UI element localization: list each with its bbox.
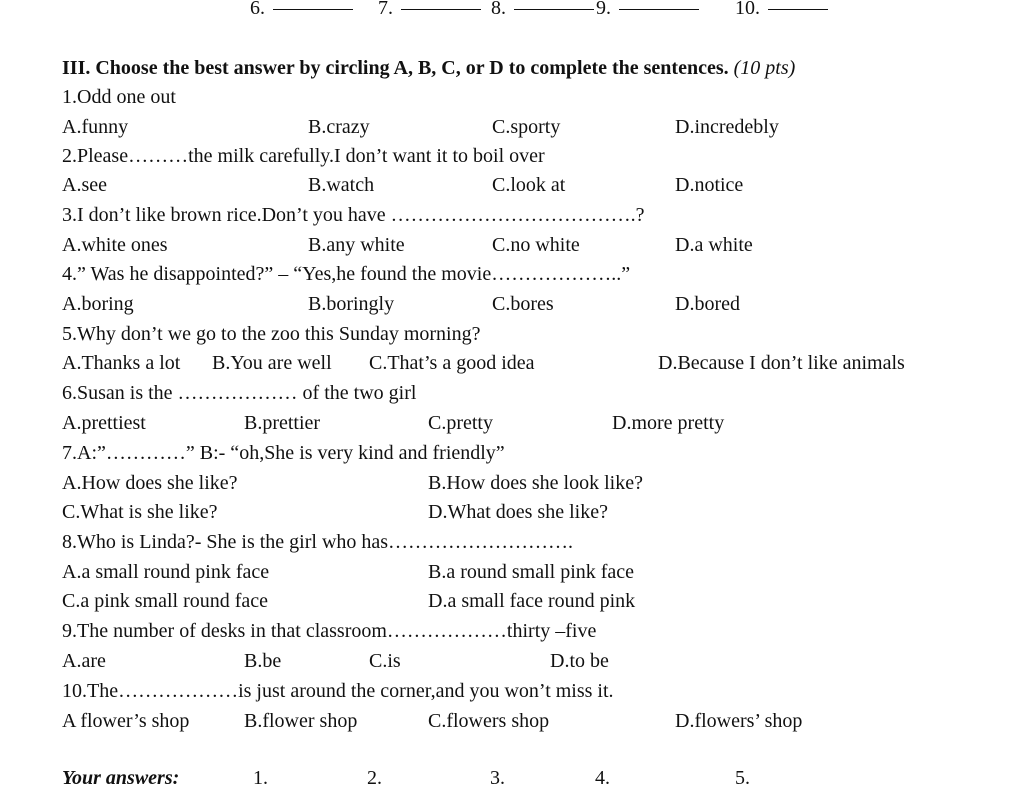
q6-option-d[interactable]: D.more pretty [612,412,725,434]
q9-option-a[interactable]: A.are [62,650,106,672]
q10-option-c[interactable]: C.flowers shop [428,710,550,732]
q10-option-a[interactable]: A flower’s shop [62,710,190,732]
q6-option-c[interactable]: C.pretty [428,412,493,434]
question-8: 8.Who is Linda?- She is the girl who has………………………. [62,531,574,553]
q9-option-c[interactable]: C.is [369,650,401,672]
blank-10: 10. [735,0,828,18]
answer-3: 3. [490,767,505,789]
q9-option-b[interactable]: B.be [244,650,282,672]
question-2: 2.Please………the milk carefully.I don’t want it to boil over [62,145,545,167]
section-title: III. Choose the best answer by circling A, B, C, or D to complete the sentences. (10 pts) [62,57,796,79]
q2-option-d[interactable]: D.notice [675,174,744,196]
q2-option-a[interactable]: A.see [62,174,107,196]
q3-option-a[interactable]: A.white ones [62,234,168,256]
blank-7: 7. [378,0,481,18]
your-answers-label: Your answers: [62,767,180,789]
q8-option-c[interactable]: C.a pink small round face [62,590,269,612]
blank-6: 6. [250,0,353,18]
answer-1: 1. [253,767,268,789]
q1-option-c[interactable]: C.sporty [492,116,561,138]
q7-option-b[interactable]: B.How does she look like? [428,472,643,494]
q2-option-b[interactable]: B.watch [308,174,375,196]
q5-option-d[interactable]: D.Because I don’t like animals [658,352,905,374]
question-9: 9.The number of desks in that classroom………………thirty –five [62,620,597,642]
question-1: 1.Odd one out [62,86,176,108]
question-7: 7.A:”…………” B:- “oh,She is very kind and friendly” [62,442,505,464]
q5-option-b[interactable]: B.You are well [212,352,332,374]
q6-option-a[interactable]: A.prettiest [62,412,146,434]
question-4: 4.” Was he disappointed?” – “Yes,he found the movie………………..” [62,263,631,285]
q9-option-d[interactable]: D.to be [550,650,609,672]
q5-option-a[interactable]: A.Thanks a lot [62,352,181,374]
q7-option-a[interactable]: A.How does she like? [62,472,238,494]
answer-5: 5. [735,767,750,789]
question-5: 5.Why don’t we go to the zoo this Sunday morning? [62,323,481,345]
q8-option-a[interactable]: A.a small round pink face [62,561,270,583]
q7-option-d[interactable]: D.What does she like? [428,501,608,523]
q3-option-d[interactable]: D.a white [675,234,753,256]
q1-option-d[interactable]: D.incredebly [675,116,779,138]
q1-option-a[interactable]: A.funny [62,116,129,138]
q8-option-d[interactable]: D.a small face round pink [428,590,636,612]
question-6: 6.Susan is the ……………… of the two girl [62,382,417,404]
q10-option-d[interactable]: D.flowers’ shop [675,710,803,732]
q7-option-c[interactable]: C.What is she like? [62,501,218,523]
q3-option-c[interactable]: C.no white [492,234,580,256]
q4-option-b[interactable]: B.boringly [308,293,395,315]
question-10: 10.The………………is just around the corner,and you won’t miss it. [62,680,614,702]
question-3: 3.I don’t like brown rice.Don’t you have ……………………………….? [62,204,645,226]
q1-option-b[interactable]: B.crazy [308,116,370,138]
blank-9: 9. [596,0,699,18]
q8-option-b[interactable]: B.a round small pink face [428,561,635,583]
q4-option-c[interactable]: C.bores [492,293,554,315]
blank-8: 8. [491,0,594,18]
q4-option-d[interactable]: D.bored [675,293,740,315]
q2-option-c[interactable]: C.look at [492,174,566,196]
answer-2: 2. [367,767,382,789]
q6-option-b[interactable]: B.prettier [244,412,321,434]
answer-4: 4. [595,767,610,789]
q3-option-b[interactable]: B.any white [308,234,405,256]
q4-option-a[interactable]: A.boring [62,293,134,315]
q5-option-c[interactable]: C.That’s a good idea [369,352,535,374]
q10-option-b[interactable]: B.flower shop [244,710,358,732]
